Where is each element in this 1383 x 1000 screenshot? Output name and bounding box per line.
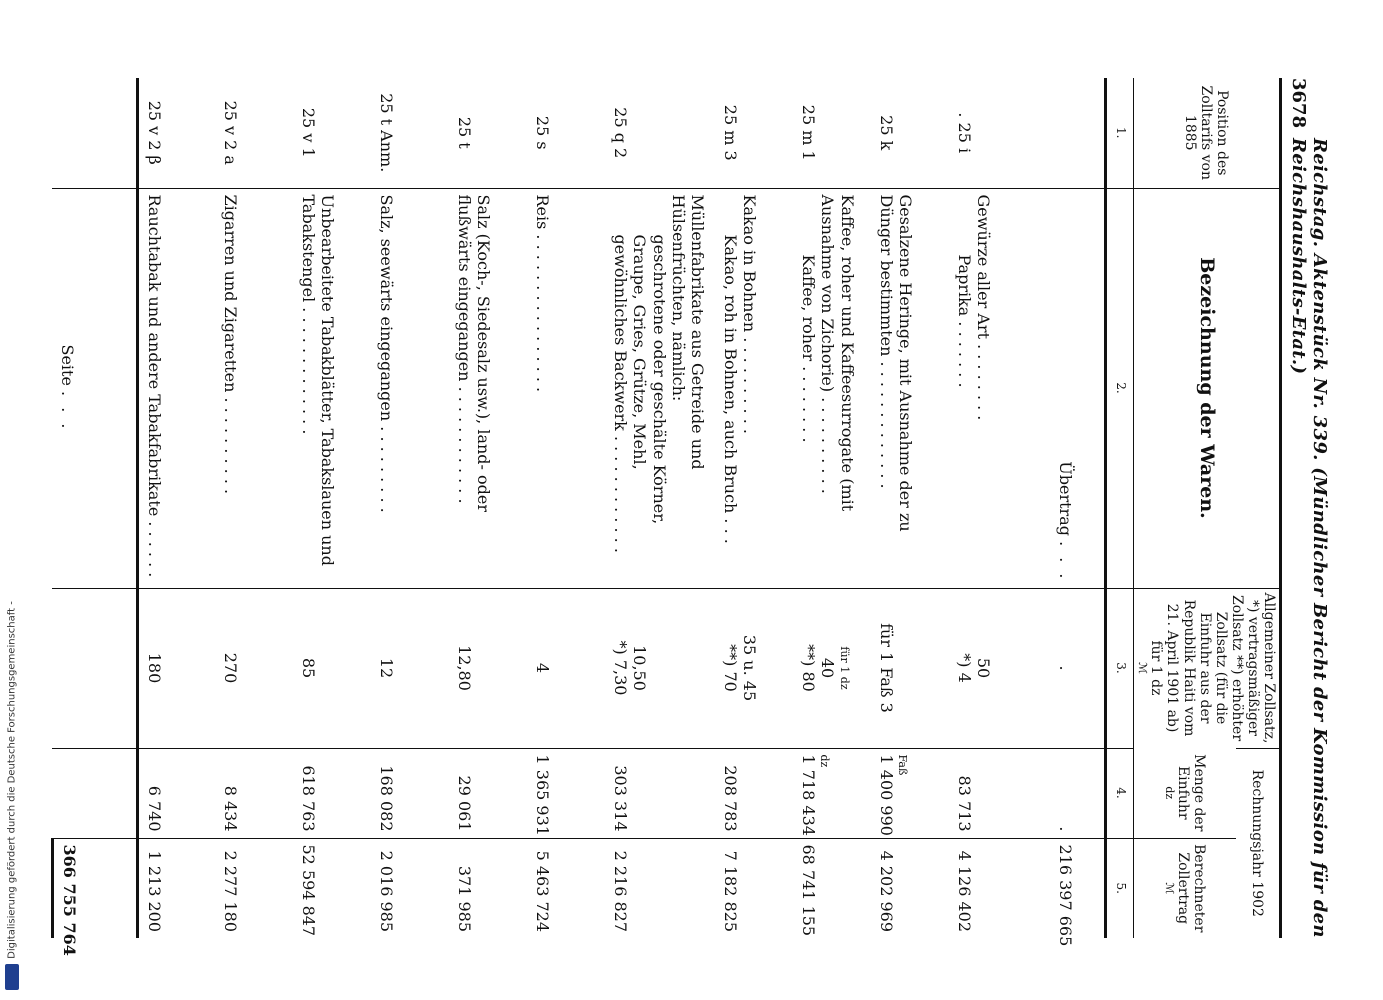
col-header-revenue-unit: ℳ: [1162, 882, 1176, 895]
row-rate-main: 35 u. 45: [740, 634, 760, 702]
total-label-cell: [52, 188, 137, 588]
row-amount: 52 594 847: [293, 838, 371, 938]
col-number: 1.: [1105, 78, 1133, 188]
row-rate: 180: [137, 588, 215, 748]
row-description: Gesalzene Heringe, mit Ausnahme der zu Dünger bestimmten . . . . . . . . . . . . .: [871, 188, 949, 588]
row-quantity: 83 713: [949, 748, 1027, 838]
row-rate-alt: *) 4: [955, 653, 975, 683]
total-label: Seite: [58, 344, 78, 386]
row-quantity: [793, 748, 871, 838]
table-row: [793, 78, 871, 938]
col-header-rate-text: Allgemeiner Zollsatz, *) vertragsmäßiger Zollsatz **) erhöhter Zollsatz (für die Einfuhr aus der Republik Haiti vom 21. April 1901 ab) für 1 dz: [1148, 592, 1277, 744]
col-header-revenue: [1133, 838, 1236, 938]
row-description: Salz, seewärts eingegangen . . . . . . . . .: [371, 188, 449, 588]
row-quantity-unit: dz: [818, 754, 832, 768]
row-quantity: 8 434: [215, 748, 293, 838]
row-rate-alt: **) 80: [799, 644, 819, 692]
tariff-table: [51, 78, 1282, 956]
row-description: Reis . . . . . . . . . . . . . . . .: [527, 188, 605, 588]
row-rate: [949, 588, 1027, 748]
carry-label-cell: [1027, 188, 1105, 588]
row-amount: 2 016 985: [371, 838, 449, 938]
row-description: Unbearbeitete Tabakblätter, Tabakslauen und Tabakstengel . . . . . . . . . . . . .: [293, 188, 371, 588]
col-header-quantity-text: Menge der Einfuhr: [1174, 754, 1208, 832]
total-dots: . . .: [58, 391, 78, 432]
col-header-revenue-text: Berechneter Zollertrag: [1174, 844, 1208, 933]
row-position: 25 v 1: [299, 107, 319, 158]
row-amount: 2 277 180: [215, 838, 293, 938]
carry-over-row: [1027, 78, 1105, 938]
carry-amount: 216 397 665: [1027, 838, 1105, 938]
row-position: 25 m 1: [799, 104, 819, 161]
col-number: 3.: [1105, 588, 1133, 748]
row-quantity: 303 314: [605, 748, 715, 838]
row-description: Zigarren und Zigaretten . . . . . . . . . .: [215, 188, 293, 588]
row-description: [949, 188, 1027, 588]
row-description: Salz (Koch-, Siedesalz usw.), land- oder flußwärts eingegangen . . . . . . . . . . . .: [449, 188, 527, 588]
row-rate: 85: [293, 588, 371, 748]
row-rate-unit: für 1 dz: [837, 646, 851, 690]
row-description-main: Kaffee, roher und Kaffeesurrogate (mit Ausnahme von Zichorie) . . . . . . . . . .: [818, 194, 857, 512]
row-quantity: 208 783: [715, 748, 793, 838]
row-quantity-value: 1 718 434: [799, 754, 819, 836]
row-description-main: Kakao in Bohnen . . . . . . . . . .: [740, 194, 760, 434]
row-description-sub: Kaffee, roher . . . . . . . .: [799, 254, 819, 443]
col-number: 5.: [1105, 838, 1133, 938]
row-description: [715, 188, 793, 588]
row-amount: 4 126 402: [949, 838, 1027, 938]
row-amount: 1 213 200: [137, 838, 215, 938]
table-row: [215, 78, 293, 938]
col-header-rate-unit: ℳ: [1136, 662, 1150, 674]
row-description-sub: geschrotene oder geschälte Körner, Graupe, Gries, Grütze, Mehl, gewöhnliches Backwerk . . . . . . . . . . . .: [611, 234, 669, 553]
carry-label: Übertrag: [1055, 461, 1075, 536]
page-header: [1288, 78, 1330, 938]
row-description: [605, 188, 715, 588]
page-title: Reichstag. Aktenstück Nr. 339. (Mündlicher Bericht der Kommission für den Reichshaushalts-Etat.): [1288, 138, 1330, 938]
col-header-goods: Bezeichnung der Waren.: [1133, 188, 1280, 588]
row-quantity-value: 1 400 990: [877, 754, 897, 836]
row-rate-main: 40: [818, 657, 838, 679]
row-description-main: Gewürze aller Art . . . . . . . .: [974, 194, 994, 421]
row-quantity: 168 082: [371, 748, 449, 838]
row-quantity: 29 061: [449, 748, 527, 838]
carry-dots: . . .: [1055, 541, 1075, 582]
row-description-main: Müllenfabrikate aus Getreide und Hülsenfrüchten, nämlich:: [668, 194, 708, 470]
row-position: . 25 i: [955, 112, 975, 154]
row-rate: 4: [527, 588, 605, 748]
row-amount: 7 182 825: [715, 838, 793, 938]
row-position: 25 v 2 β: [144, 100, 164, 165]
row-rate-alt: **) 70: [721, 644, 741, 692]
table-row: [715, 78, 793, 938]
row-quantity-unit: Faß: [896, 754, 910, 776]
dfg-logo-icon: [5, 964, 19, 990]
col-header-position: Position des Zolltarifs von 1885: [1133, 78, 1280, 188]
row-amount: 2 216 827: [605, 838, 715, 938]
row-description-sub: Paprika . . . . . . .: [955, 254, 975, 388]
col-number: 2.: [1105, 188, 1133, 588]
row-rate: für 1 Faß 3: [871, 588, 949, 748]
row-position: 25 v 2 a: [221, 100, 241, 165]
row-position: 25 k: [877, 115, 897, 151]
table-row: [293, 78, 371, 938]
row-rate: 12: [371, 588, 449, 748]
row-quantity: 6 740: [137, 748, 215, 838]
row-position: 25 s: [533, 115, 553, 150]
table-row: [449, 78, 527, 938]
col-number: 4.: [1105, 748, 1133, 838]
row-amount: 5 463 724: [527, 838, 605, 938]
row-rate: [793, 588, 871, 748]
rotated-document-page: [58, 78, 1330, 956]
row-rate-main: 50: [974, 657, 994, 679]
table-row: [871, 78, 949, 938]
row-description: [793, 188, 871, 588]
page-total-row: [52, 78, 137, 938]
row-quantity: 618 763: [293, 748, 371, 838]
table-row: [137, 78, 215, 938]
row-rate: 12,80: [449, 588, 527, 748]
row-position: 25 q 2: [611, 107, 631, 159]
row-rate: [605, 588, 715, 748]
col-header-fiscal-year: Rechnungsjahr 1902: [1236, 748, 1281, 938]
digitization-note-text: Digitalisierung gefördert durch die Deutsche Forschungsgemeinschaft -: [6, 601, 18, 959]
row-amount: 371 985: [449, 838, 527, 938]
row-rate: 270: [215, 588, 293, 748]
row-rate-alt: *) 7,30: [611, 640, 631, 696]
row-quantity: 1 365 931: [527, 748, 605, 838]
table-row: [605, 78, 715, 938]
col-header-quantity-unit: dz: [1162, 786, 1176, 800]
row-description: Rauchtabak und andere Tabakfabrikate . . . . . .: [137, 188, 215, 588]
table-row: [949, 78, 1027, 938]
carry-quantity: .: [1027, 748, 1105, 838]
col-header-quantity: [1133, 748, 1236, 838]
row-description-sub: Kakao, roh in Bohnen, auch Bruch . . .: [721, 234, 741, 544]
digitization-note: [2, 0, 22, 1000]
total-amount: 366 755 764: [52, 838, 137, 938]
col-header-rate: [1133, 588, 1280, 748]
row-position: 25 m 3: [721, 104, 741, 161]
row-position: 25 t Anm.: [377, 93, 397, 173]
carry-rate: .: [1027, 588, 1105, 748]
row-rate-main: 10,50: [630, 645, 650, 691]
table-row: [527, 78, 605, 938]
row-position: 25 t: [455, 116, 475, 149]
row-quantity: [871, 748, 949, 838]
row-amount: 4 202 969: [871, 838, 949, 938]
table-row: [371, 78, 449, 938]
row-amount: 68 741 155: [793, 838, 871, 938]
row-rate: [715, 588, 793, 748]
page-number: 3678: [1288, 78, 1309, 129]
